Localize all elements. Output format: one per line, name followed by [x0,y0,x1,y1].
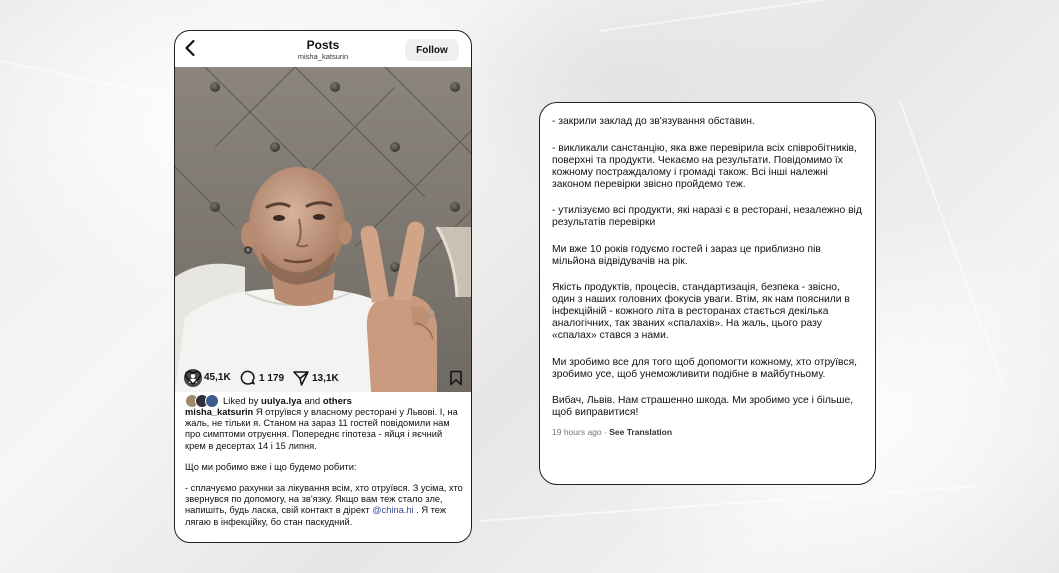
caption-paragraph [185,483,463,528]
liked-by-prefix: Liked by [223,395,259,407]
send-icon[interactable] [293,370,309,386]
comments-count: 1 179 [259,372,285,384]
continuation-paragraph: Ми вже 10 років годуємо гостей і зараз це приблизно пів мільйона відвідувачів на рік. [552,243,821,267]
continuation-paragraph: Ми зробимо все для того щоб допомогти кожному, хто отруївся, зробимо усе, щоб унеможливити подібне в майбутньому. [552,356,857,380]
caption-username[interactable]: misha_katsurin [185,407,254,417]
caption-continuation-card [539,102,876,485]
liked-by-user[interactable]: uulya.lya [261,395,302,407]
paper-crease [600,0,1056,32]
shares-count: 13,1K [312,372,339,384]
liked-by-others[interactable]: others [322,395,352,407]
page-title: Posts [306,38,340,52]
post-photo[interactable] [175,67,471,392]
post-caption [185,407,463,538]
caption-paragraph: Що ми робимо вже і що будемо робити: [185,461,357,472]
continuation-paragraph: - утилізуємо всі продукти, які наразі є в ресторані, незалежно від результатів перевірки [552,205,862,228]
paper-crease [899,101,1003,384]
heart-icon[interactable] [185,370,201,385]
post-meta [552,426,863,438]
post-photo-illustration [175,67,471,392]
meta-separator: · [604,426,607,437]
caption-paragraph [185,407,463,452]
liked-by-connector: and [304,395,321,407]
continuation-paragraph: - закрили заклад до зв'язування обставин. [552,116,755,127]
post-timestamp: 19 hours ago [552,426,602,437]
continuation-paragraph: Якість продуктів, процесів, стандартизація, безпека - звісно, один з наших головних фокусів уваги. Втім, як нам пояснили в інфекційній - кожного літа в ресторанах стається декілька аналогічних, так званих «спалахів». На жаль, цього разу «спалах» стався з нами. [552,282,850,341]
post-action-bar [185,370,463,388]
liked-by-text [223,396,352,407]
see-translation-link[interactable]: See Translation [609,426,673,437]
post-top-bar [175,31,471,67]
header-username[interactable]: misha_katsurin [297,52,349,61]
continuation-paragraph: Вибач, Львів. Нам страшенно шкода. Ми зробимо усе і більше, щоб виправитися! [552,395,854,418]
caption-text: . Я теж лягаю в інфекційку, бо стан паскудний. [185,505,447,527]
instagram-post-card [174,30,472,543]
bookmark-icon[interactable] [449,370,463,386]
avatar [205,394,219,408]
likes-count: 45,1K [204,372,231,383]
continuation-paragraph: - викликали санстанцію, яка вже перевірила всіх співробітників, поверхні та продукти. Чекаємо на результати. Повідомимо їх кожному постраждалому і громаді також. Всі інші належні законом перевірки звісно пройдемо теж. [552,142,857,190]
share-action[interactable] [293,370,339,386]
comment-action[interactable] [240,370,284,386]
follow-button[interactable]: Follow [405,39,459,61]
paper-crease [480,485,979,522]
caption-text: Я отруївся у власному ресторані у Львові. І, на жаль, не тільки я. Станом на зараз 11 гостей повідомили нам про симптоми отруєння. Попереднє гіпотеза - яйця і яєчний крем в десертах 14 і 15 липня. [185,407,458,451]
liked-by-row[interactable] [185,394,352,408]
comment-icon[interactable] [240,370,256,386]
like-action[interactable] [185,370,231,385]
caption-text: - сплачуємо рахунки за лікування всім, хто отруївся. З усіма, хто звернувся по допомогу, на зв'язку. Якщо вам теж стало зле, напишіть, будь ласка, свій контакт в дірект [185,483,463,516]
mention-link[interactable]: @china.hi [372,505,414,516]
